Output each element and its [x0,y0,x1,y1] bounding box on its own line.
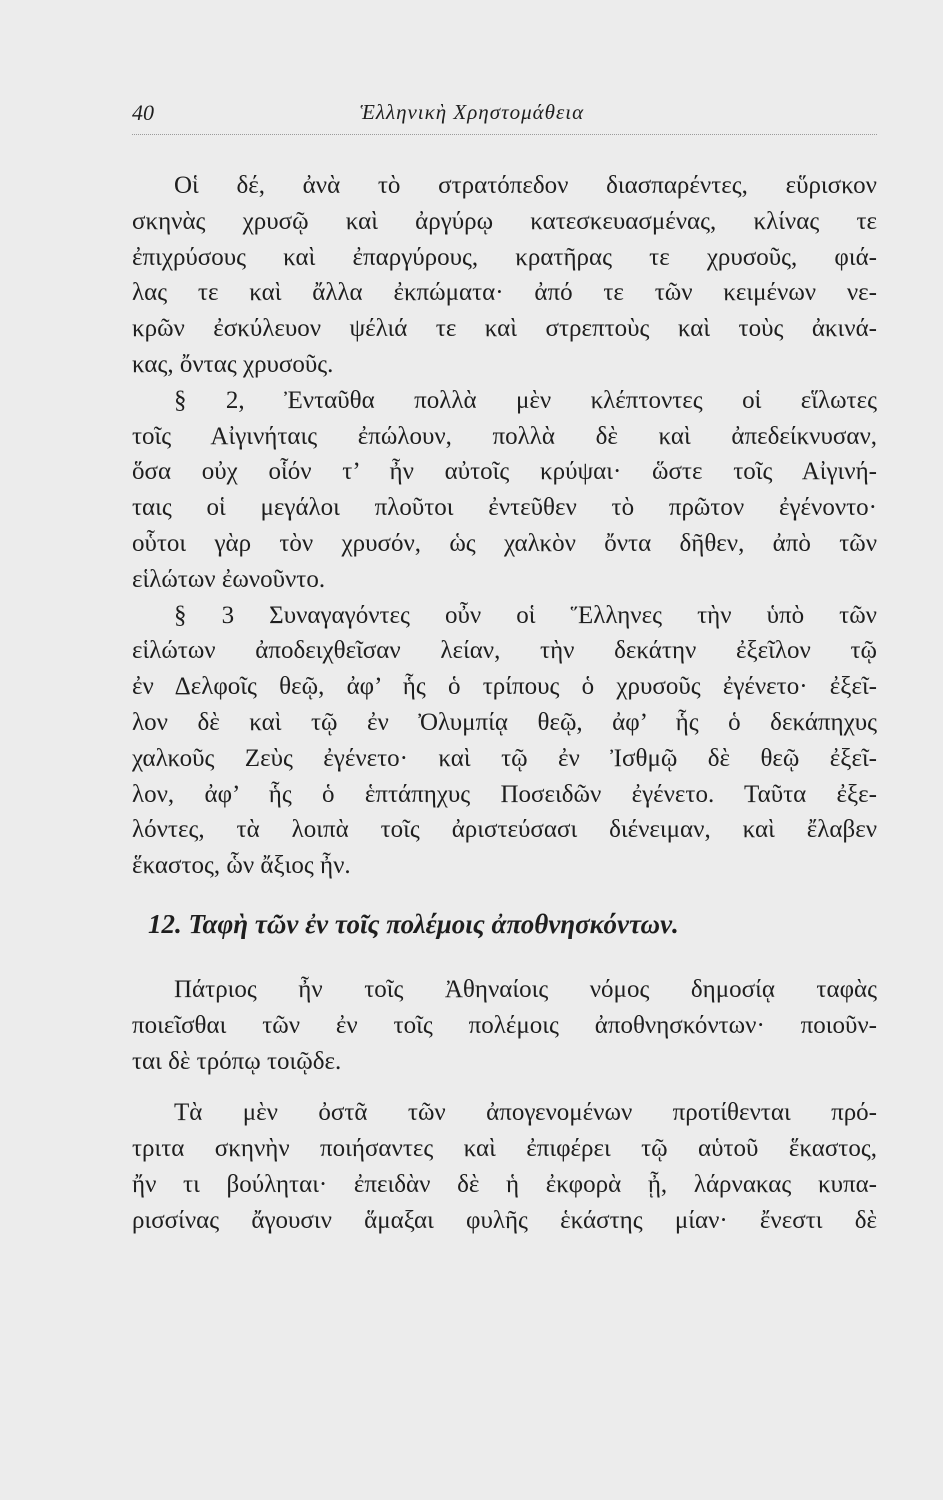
text-line: ποιεῖσθαι τῶν ἐν τοῖς πολέμοις ἀποθνησκόντων· ποιοῦν- [132,1011,877,1039]
text-line: Τὰ μὲν ὀστᾶ τῶν ἀπογενομένων προτίθενται πρό- [174,1099,877,1127]
section-heading: 12. Ταφὴ τῶν ἐν τοῖς πολέμοις ἀποθνησκόντων. [148,908,679,939]
text-line: σκηνὰς χρυσῷ καὶ ἀργύρῳ κατεσκευασμένας, κλίνας τε [132,207,877,235]
text-line: λον, ἀφ’ ἧς ὁ ἑπτάπηχυς Ποσειδῶν ἐγένετο. Ταῦτα ἐξε- [132,780,877,808]
text-line: ἤν τι βούληται· ἐπειδὰν δὲ ἡ ἐκφορὰ ᾖ, λάρνακας κυπα- [132,1170,877,1198]
text-line: ρισσίνας ἄγουσιν ἅμαξαι φυλῆς ἑκάστης μίαν· ἔνεστι δὲ [132,1206,877,1234]
body-text [132,168,877,1239]
text-line: ἕκαστος, ὧν ἄξιος ἦν. [132,852,351,880]
paragraph-3 [132,598,877,884]
text-line: κρῶν ἐσκύλευον ψέλιά τε καὶ στρεπτοὺς καὶ τοὺς ἀκινά- [132,315,877,343]
text-line: λόντες, τὰ λοιπὰ τοῖς ἀριστεύσασι διένειμαν, καὶ ἔλαβεν [132,816,877,844]
text-line: Οἱ δέ, ἀνὰ τὸ στρατόπεδον διασπαρέντες, εὕρισκον [174,172,877,199]
text-line: τριτα σκηνὴν ποιήσαντες καὶ ἐπιφέρει τῷ αὑτοῦ ἕκαστος, [132,1135,877,1163]
paragraph-1 [132,168,877,383]
text-line: εἱλώτων ἐωνοῦντο. [132,565,326,593]
text-line: § 2, Ἐνταῦθα πολλὰ μὲν κλέπτοντες οἱ εἵλωτες [174,386,877,414]
text-line: ταις οἱ μεγάλοι πλοῦτοι ἐντεῦθεν τὸ πρῶτον ἐγένοντο· [132,494,877,522]
text-line: κας, ὄντας χρυσοῦς. [132,350,334,378]
text-line: λας τε καὶ ἄλλα ἐκπώματα· ἀπό τε τῶν κειμένων νε- [132,279,877,307]
text-line: ἐν Δελφοῖς θεῷ, ἀφ’ ἧς ὁ τρίπους ὁ χρυσοῦς ἐγένετο· ἐξεῖ- [132,673,877,701]
paragraph-2 [132,383,877,598]
text-line: ἐπιχρύσους καὶ ἐπαργύρους, κρατῆρας τε χρυσοῦς, φιά- [132,243,877,271]
text-line: ται δὲ τρόπῳ τοιῷδε. [132,1047,342,1075]
text-line: τοῖς Αἰγινήταις ἐπώλουν, πολλὰ δὲ καὶ ἀπεδείκνυσαν, [132,422,877,450]
paragraph-5 [132,1095,877,1238]
text-line: § 3 Συναγαγόντες οὖν οἱ Ἕλληνες τὴν ὑπὸ τῶν [174,601,877,629]
paragraph-4 [132,972,877,1079]
text-line: χαλκοῦς Ζεὺς ἐγένετο· καὶ τῷ ἐν Ἰσθμῷ δὲ θεῷ ἐξεῖ- [132,744,877,772]
running-title: Ἑλληνικὴ Χρηστομάθεια [360,100,585,124]
page-number: 40 [132,100,154,125]
text-line: οὗτοι γὰρ τὸν χρυσόν, ὡς χαλκὸν ὄντα δῆθεν, ἀπὸ τῶν [132,529,877,557]
text-line: λον δὲ καὶ τῷ ἐν Ὀλυμπίᾳ θεῷ, ἀφ’ ἧς ὁ δεκάπηχυς [132,708,877,736]
page-header [132,100,877,135]
text-line: εἱλώτων ἀποδειχθεῖσαν λείαν, τὴν δεκάτην ἐξεῖλον τῷ [132,637,877,665]
text-line: ὅσα οὐχ οἷόν τ’ ἦν αὐτοῖς κρύψαι· ὥστε τοῖς Αἰγινή- [132,458,877,486]
text-line: Πάτριος ἦν τοῖς Ἀθηναίοις νόμος δημοσίᾳ ταφὰς [174,975,877,1003]
